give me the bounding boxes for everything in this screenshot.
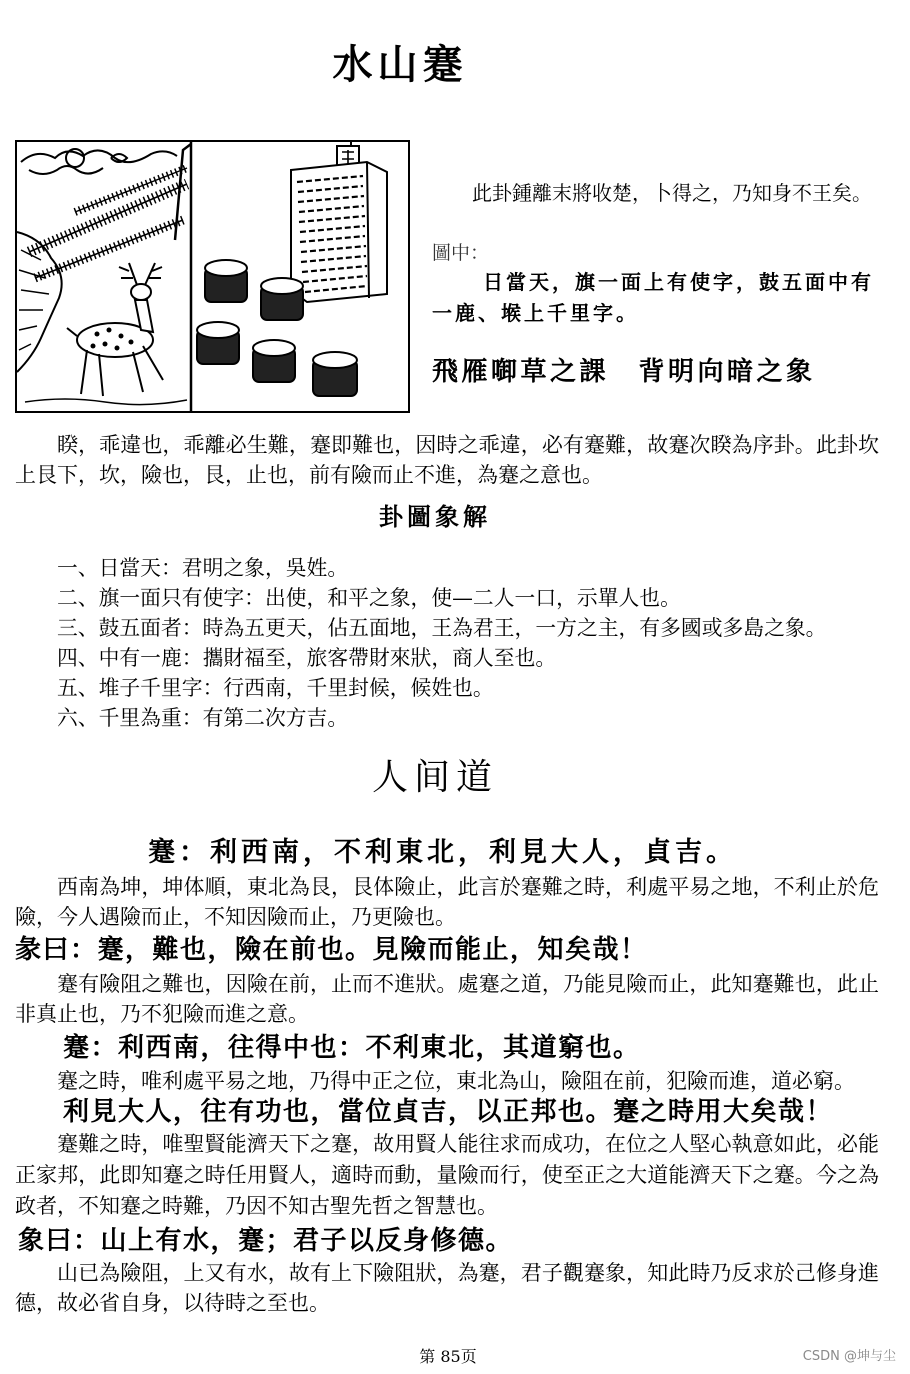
commentary-paragraph: 蹇有險阻之難也，因險在前，止而不進狀。處蹇之道，乃能見險而止，此知蹇難也，此止非真止也，乃不犯險而進之意。: [15, 972, 879, 1026]
list-item: 二、旗一面只有使字：出使，和平之象，使—二人一口，示單人也。: [57, 586, 681, 610]
woodblock-illustration: [15, 140, 410, 413]
section-heading-human-way: 人间道: [371, 757, 498, 798]
page-number: 第 85页: [419, 1347, 477, 1366]
drum-icon: [261, 278, 303, 320]
drum-icon: [253, 340, 295, 382]
hexagram-explanation: 睽，乖違也，乖離必生難，蹇即難也，因時之乖違，必有蹇難，故蹇次睽為序卦。此卦坎上艮下，坎，險也，艮，止也，前有險而止不進，為蹇之意也。: [15, 433, 879, 487]
classic-quote: 利見大人，往有功也，當位貞吉，以正邦也。蹇之時用大矣哉！: [63, 1097, 834, 1127]
classic-quote: 蹇：利西南，不利東北，利見大人，貞吉。: [148, 837, 737, 868]
list-item: 一、日當天：君明之象，吳姓。: [57, 556, 349, 580]
drum-icon: [205, 260, 247, 302]
list-item: 三、鼓五面者：時為五更天，佔五面地，王為君王，一方之主，有多國或多島之象。: [57, 616, 827, 640]
list-item: 四、中有一鹿：攜財福至，旅客帶財來狀，商人至也。: [57, 646, 557, 670]
commentary-paragraph: 蹇難之時，唯聖賢能濟天下之蹇，故用賢人能往求而成功，在位之人堅心執意如此，必能正家邦，此即知蹇之時任用賢人，適時而動，量險而行，使至正之大道能濟天下之蹇。今之為政者，不知蹇之時難，乃因不知古聖先哲之智慧也。: [15, 1132, 879, 1218]
commentary-paragraph: 西南為坤，坤体順，東北為艮，艮体險止，此言於蹇難之時，利處平易之地，不利止於危險，今人遇險而止，不知因險而止，乃更險也。: [15, 875, 879, 929]
diagram-label: 圖中：: [432, 242, 490, 264]
classic-quote: 象曰：山上有水，蹇；君子以反身修德。: [18, 1226, 514, 1256]
diagram-description: 日當天，旗一面上有使字，鼓五面中有一鹿、堠上千里字。: [432, 270, 874, 325]
commentary-paragraph: 山已為險阻，上又有水，故有上下險阻狀，為蹇，君子觀蹇象，知此時乃反求於己修身進德，故必省自身，以待時之至也。: [15, 1261, 879, 1315]
mound-wall-icon: [291, 162, 387, 302]
drum-icon: [313, 352, 357, 396]
page-title: 水山蹇: [332, 41, 468, 88]
illustration-image: [15, 140, 410, 413]
symbol-list: [57, 553, 887, 733]
lesson-title: 飛雁啣草之課 背明向暗之象: [432, 357, 816, 387]
list-item: 六、千里為重：有第二次方吉。: [57, 706, 349, 730]
classic-quote: 彖曰：蹇，難也，險在前也。見險而能止，知矣哉！: [15, 935, 648, 965]
list-item: 五、堆子千里字：行西南，千里封候，候姓也。: [57, 676, 494, 700]
intro-story: 此卦鍾離末將收楚，卜得之，乃知身不王矣。: [472, 181, 872, 205]
commentary-paragraph: 蹇之時，唯利處平易之地，乃得中正之位，東北為山，險阻在前，犯險而進，道必窮。: [57, 1069, 855, 1093]
classic-quote: 蹇：利西南，往得中也：不利東北，其道窮也。: [63, 1033, 641, 1063]
drum-icon: [197, 322, 239, 364]
watermark: CSDN @坤与尘: [802, 1349, 896, 1364]
section-heading-symbols: 卦圖象解: [379, 502, 491, 531]
